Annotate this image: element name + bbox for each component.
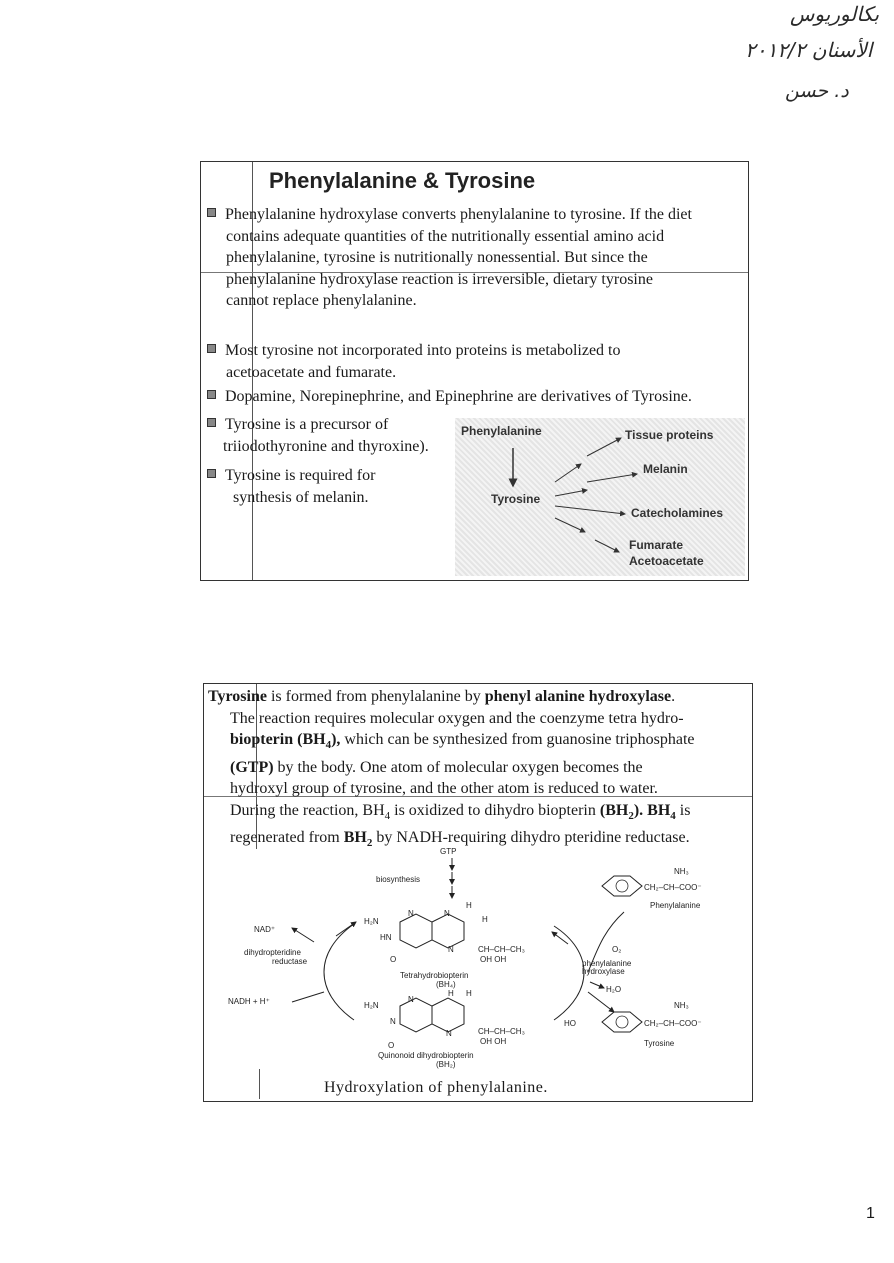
arrow-fum-a xyxy=(555,518,585,532)
arrow-melanin-a xyxy=(555,464,581,482)
bh4-h2: H xyxy=(482,915,488,924)
bh2-n1: N xyxy=(408,995,414,1004)
tyr-benzene-ring xyxy=(616,1016,628,1028)
diagram-fumarate: Fumarate xyxy=(629,538,684,552)
bh2-chain: CH–CH–CH₃ xyxy=(478,1027,525,1036)
bh4-oh: OH OH xyxy=(480,955,507,964)
bh2-n3: N xyxy=(446,1029,452,1038)
diagram-catecholamines: Catecholamines xyxy=(631,506,724,520)
tyr-label: Tyrosine xyxy=(644,1039,675,1048)
gtp-label: GTP xyxy=(440,847,457,856)
text-run: BH xyxy=(343,829,367,847)
nad-arrow xyxy=(292,928,314,942)
paragraph-line xyxy=(208,778,748,800)
subscript: 4 xyxy=(384,809,391,822)
bh4-chain: CH–CH–CH₃ xyxy=(478,945,525,954)
diagram-tyrosine: Tyrosine xyxy=(491,492,541,506)
nadh-line xyxy=(292,992,324,1002)
phe-benzene-ring xyxy=(616,880,628,892)
bh2-h2: H xyxy=(466,989,472,998)
handwritten-note-3: د. حسن xyxy=(785,80,849,102)
phe-to-tyr-arrow xyxy=(588,992,614,1012)
text-run: by NADH-requiring dihydro pteridine reductase. xyxy=(372,829,690,847)
subscript: 4 xyxy=(670,809,676,822)
text-run: ). xyxy=(633,801,644,819)
phe-benzene xyxy=(602,876,642,896)
text-run: (GTP) xyxy=(230,758,274,776)
arrow-tissue xyxy=(587,438,621,456)
tyr-side-chain: CH₂–CH–COO⁻ xyxy=(644,1019,702,1028)
text-run: which can be synthesized from guanosine triphosphate xyxy=(340,731,695,748)
reductase-arrow-up xyxy=(336,922,356,936)
hydroxylase-paragraph xyxy=(208,686,748,855)
bullet-1: Phenylalanine hydroxylase converts phenylalanine to tyrosine. If the diet contains adequate quantities of the nutritionally essential amino acid phenylalanine, tyrosine is nutritionally nonessential. But since the phenylalanine hydroxylase reaction is irreversible, dietary tyrosine cannot replace phenylalanine. xyxy=(207,204,747,312)
arrow-cat-a xyxy=(555,490,587,496)
slide-phenylalanine-hydroxylase xyxy=(203,683,753,1102)
tyr-nh3: NH₃ xyxy=(674,1001,689,1010)
figure-caption: Hydroxylation of phenylalanine. xyxy=(324,1079,548,1096)
diagram-arrows xyxy=(455,418,745,576)
biosynthesis-label: biosynthesis xyxy=(376,875,421,884)
slide-phenylalanine-tyrosine xyxy=(200,161,749,581)
h2o-arrow xyxy=(590,982,604,988)
text-run: biopterin (BH xyxy=(230,731,326,748)
reductase-label-2: reductase xyxy=(272,957,308,966)
phe-label: Phenylalanine xyxy=(650,901,701,910)
subscript: 2 xyxy=(366,837,373,850)
bh2-ring-a xyxy=(400,998,432,1032)
arrow-melanin-b xyxy=(587,474,637,482)
reductase-curve xyxy=(324,924,354,1020)
bh4-n3: N xyxy=(448,945,454,954)
bullet-3: Dopamine, Norepinephrine, and Epinephrine are derivatives of Tyrosine. xyxy=(207,386,747,408)
tyrosine-fate-diagram xyxy=(455,418,745,576)
diagram-melanin: Melanin xyxy=(643,462,688,476)
enzyme-label-1: phenylalanine xyxy=(582,959,632,968)
bh2-n2: N xyxy=(390,1017,396,1026)
bh4-h1: H xyxy=(466,901,472,910)
subscript: 4 xyxy=(325,739,332,752)
paragraph-line xyxy=(208,708,748,730)
diagram-tissue-proteins: Tissue proteins xyxy=(625,428,714,442)
text-run: Tyrosine xyxy=(208,688,267,705)
bullet-5: Tyrosine is required for synthesis of melanin. xyxy=(207,465,457,508)
bullet-icon xyxy=(207,469,216,478)
text-run: . xyxy=(671,688,676,705)
bullet-icon xyxy=(207,418,216,427)
bullet-icon xyxy=(207,208,216,217)
paragraph-line xyxy=(208,729,748,757)
nad-label: NAD⁺ xyxy=(254,925,276,934)
tyr-benzene xyxy=(602,1012,642,1032)
text-run: is formed from phenylalanine by xyxy=(266,688,485,705)
arrow-fum-b xyxy=(595,540,619,552)
text-run: is xyxy=(675,801,691,819)
bullet-2: Most tyrosine not incorporated into proteins is metabolized to acetoacetate and fumarate. xyxy=(207,340,747,383)
subscript: 2 xyxy=(628,809,634,822)
hydroxylation-scheme xyxy=(204,842,750,1074)
bh2-o: O xyxy=(388,1041,395,1050)
handwritten-note-2: الأسنان ٢٠١٢/٢ xyxy=(745,38,873,62)
nadh-label: NADH + H⁺ xyxy=(228,997,270,1006)
bh2-abbr: (BH₂) xyxy=(436,1060,456,1069)
bh2-h1: H xyxy=(448,989,454,998)
bullet-icon xyxy=(207,344,216,353)
bh4-n2: N xyxy=(444,909,450,918)
text-run: phenyl alanine hydroxylase xyxy=(484,688,672,705)
text-run: During the reaction, BH xyxy=(230,801,385,819)
bh2-name: Quinonoid dihydrobiopterin xyxy=(378,1051,474,1060)
phe-side-chain: CH₂–CH–COO⁻ xyxy=(644,883,702,892)
enzyme-label-2: hydroxylase xyxy=(582,967,625,976)
paragraph-line xyxy=(208,800,748,828)
paragraph-line xyxy=(208,686,748,708)
tyr-ho: HO xyxy=(564,1019,576,1028)
text-run: hydroxyl group of tyrosine, and the other atom is reduced to water. xyxy=(230,780,658,798)
arrow-cat-b xyxy=(555,506,625,514)
paragraph-line xyxy=(208,757,748,779)
bullet-icon xyxy=(207,390,216,399)
bh4-hn: HN xyxy=(380,933,392,942)
bh4-name: Tetrahydrobiopterin xyxy=(400,971,469,980)
diagram-acetoacetate: Acetoacetate xyxy=(629,554,704,568)
handwritten-note-1: بكالوريوس xyxy=(790,2,880,26)
text-run: The reaction requires molecular oxygen and the coenzyme tetra hydro- xyxy=(230,709,684,727)
o2-label: O₂ xyxy=(612,945,622,954)
bh2-ring-b xyxy=(432,998,464,1032)
bh4-n1: N xyxy=(408,909,414,918)
bh4-ring-a xyxy=(400,914,432,948)
text-run: is oxidized to dihydro biopterin xyxy=(390,801,600,819)
text-run: (BH xyxy=(599,801,629,819)
bh4-to-bh2-arrow xyxy=(552,932,568,944)
bh2-oh: OH OH xyxy=(480,1037,507,1046)
bh4-abbr: (BH₄) xyxy=(436,980,456,989)
reductase-label-1: dihydropteridine xyxy=(244,948,301,957)
phe-nh3: NH₃ xyxy=(674,867,689,876)
bh4-ring-b xyxy=(432,914,464,948)
text-run: BH xyxy=(643,801,671,819)
text-run: by the body. One atom of molecular oxygen becomes the xyxy=(273,758,643,776)
text-run: ), xyxy=(331,731,341,748)
diagram-phenylalanine: Phenylalanine xyxy=(461,424,542,438)
bullet-4: Tyrosine is a precursor of triiodothyronine and thyroxine). xyxy=(207,414,457,457)
h2o-label: H₂O xyxy=(606,985,622,994)
page-number: 1 xyxy=(866,1205,875,1222)
bh4-h2n: H₂N xyxy=(364,917,379,926)
slide-title: Phenylalanine & Tyrosine xyxy=(269,168,536,193)
bh4-o: O xyxy=(390,955,397,964)
hydroxylase-curve xyxy=(554,926,584,1020)
bh2-h2n: H₂N xyxy=(364,1001,379,1010)
text-run: regenerated from xyxy=(230,829,344,847)
